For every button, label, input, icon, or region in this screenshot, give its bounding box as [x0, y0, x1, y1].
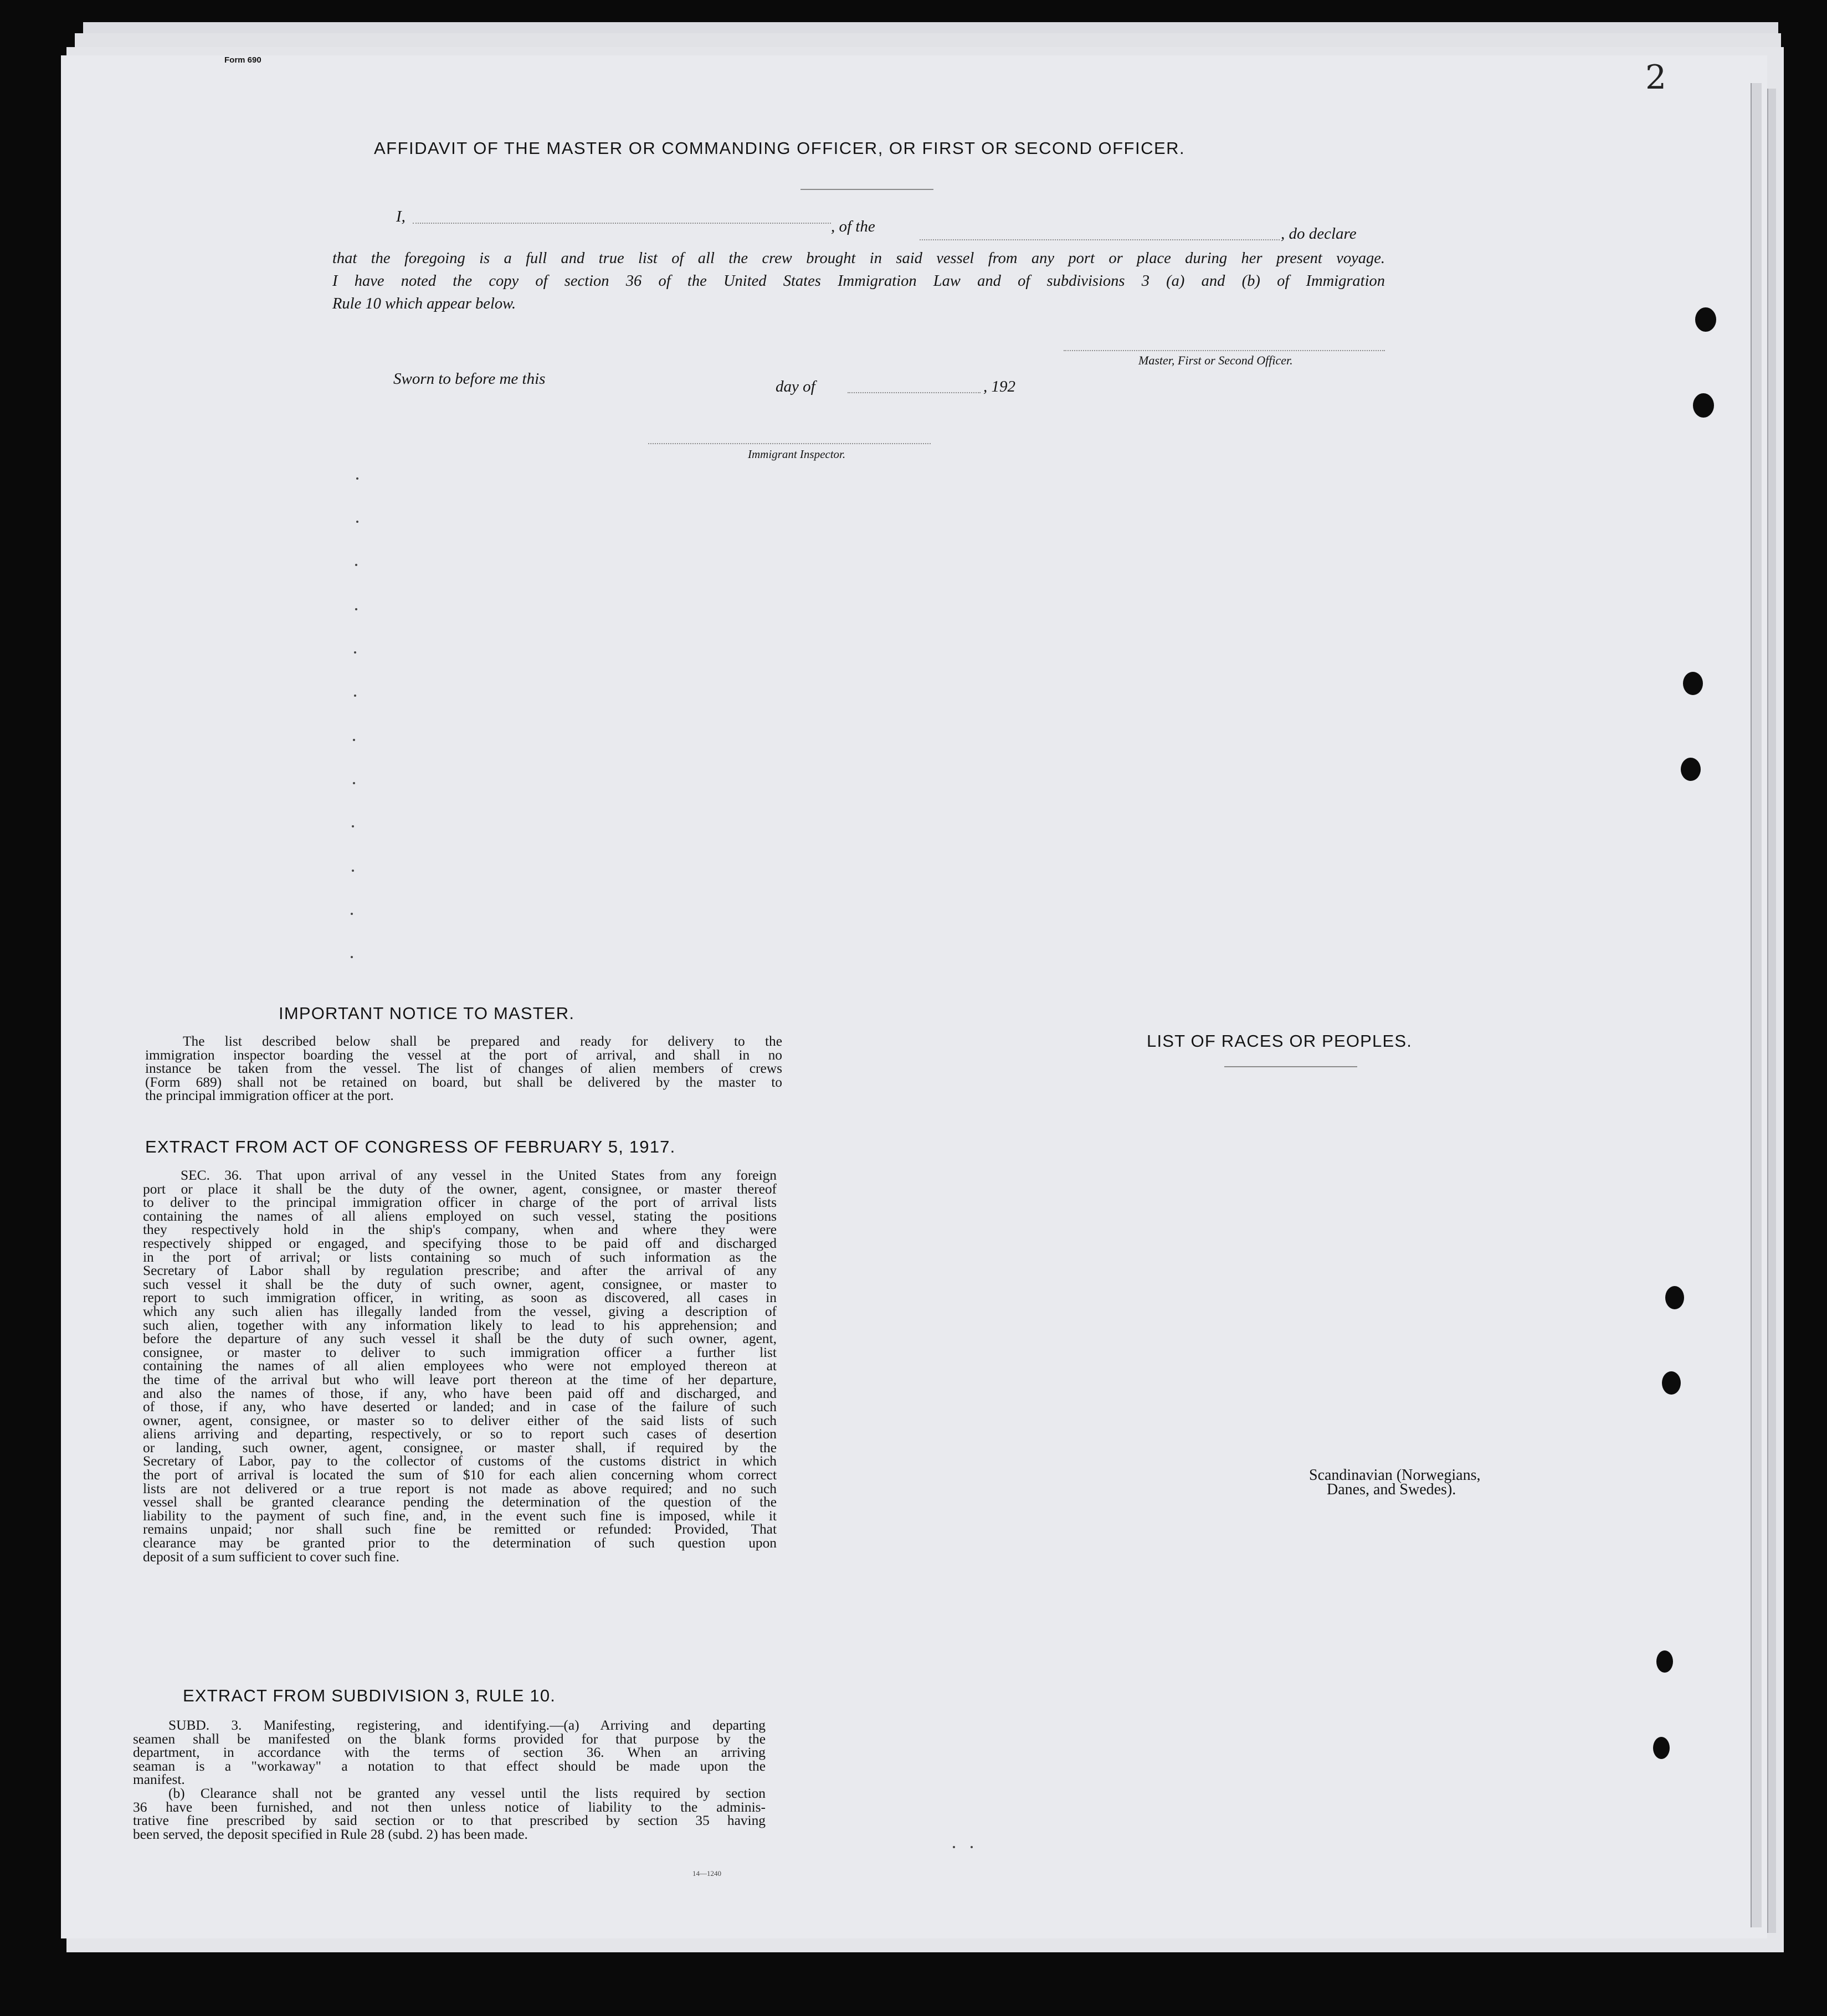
paragraph-line: clearance may be granted prior to the determination of such question upon: [143, 1535, 777, 1551]
paragraph-line: containing the names of all alien employees who were not employed thereon at: [143, 1358, 777, 1374]
of-the-label: , of the: [831, 218, 875, 235]
paragraph-line: SEC. 36. That upon arrival of any vessel in the United States from any foreign: [181, 1168, 777, 1183]
paragraph-line: in the port of arrival; or lists containing so much of such information as the: [143, 1249, 777, 1265]
date-blank: [848, 392, 981, 393]
paragraph-line: or landing, such owner, agent, consignee, or master shall, if required by the: [143, 1439, 777, 1456]
dot-mark: [356, 477, 358, 480]
punch-hole: [1681, 758, 1701, 781]
paragraph-line: liability to the payment of such fine, and, in the event such fine is imposed, while it: [143, 1508, 777, 1524]
paragraph-line: department, in accordance with the terms of section 36. When an arriving: [133, 1745, 766, 1761]
title-underline: [800, 189, 933, 190]
paragraph-line: deposit of a sum sufficient to cover such fine.: [143, 1549, 399, 1565]
dot-mark: [354, 651, 356, 654]
paragraph-line: SUBD. 3. Manifesting, registering, and identifying.—(a) Arriving and departing: [168, 1717, 766, 1733]
paragraph-line: of those, if any, who have deserted or landed; and in case of the failure of such: [143, 1399, 777, 1415]
paragraph-line: containing the names of all aliens employed on such vessel, stating the positions: [143, 1208, 777, 1224]
affidavit-line: I have noted the copy of section 36 of the United States Immigration Law and of subdivisions 3 (a) and (b) of Immigration: [332, 272, 1385, 290]
punch-hole: [1693, 393, 1714, 418]
punch-hole: [1662, 1371, 1681, 1395]
page-right-edge-2: [1767, 89, 1776, 1933]
notice-title: IMPORTANT NOTICE TO MASTER.: [279, 1004, 575, 1023]
affidavit-title: AFFIDAVIT OF THE MASTER OR COMMANDING OFFICER, OR FIRST OR SECOND OFFICER.: [374, 138, 1186, 158]
signature-blank: [1064, 350, 1385, 351]
form-number: Form 690: [224, 55, 261, 65]
page-right-edge: [1751, 83, 1762, 1927]
paragraph-line: which any such alien has illegally landed from the vessel, giving a description of: [143, 1303, 777, 1319]
paragraph-line: vessel shall be granted clearance pending the determination of the question of the: [143, 1494, 777, 1510]
do-declare-label: , do declare: [1281, 225, 1357, 243]
document-page: [61, 55, 1767, 1938]
paragraph-line: the port of arrival is located the sum of $10 for each alien concerning whom correct: [143, 1467, 777, 1483]
act-extract-title: EXTRACT FROM ACT OF CONGRESS OF FEBRUARY 5, 1917.: [145, 1137, 676, 1156]
affidavit-i-label: I,: [396, 208, 406, 225]
dot-mark: [353, 782, 355, 784]
notice-line: (Form 689) shall not be retained on board, but shall be delivered by the master to: [145, 1074, 782, 1090]
dot-mark: [971, 1846, 973, 1848]
paragraph-line: Secretary of Labor, pay to the collector of customs of the customs district in which: [143, 1453, 777, 1469]
sworn-label: Sworn to before me this: [393, 370, 546, 388]
affidavit-line: Rule 10 which appear below.: [332, 295, 516, 312]
notice-paragraph: [145, 1035, 782, 1103]
paragraph-line: trative fine prescribed by said section or to that prescribed by section 35 having: [133, 1813, 766, 1829]
paragraph-line: respectively shipped or engaged, and specifying those to be paid off and discharged: [143, 1235, 777, 1251]
sheet-number: 2: [1645, 58, 1667, 97]
dot-mark: [351, 956, 353, 958]
dot-mark: [352, 870, 354, 872]
notice-line: instance be taken from the vessel. The list of changes of alien members of crews: [145, 1061, 782, 1077]
day-of-label: day of: [776, 378, 815, 395]
paragraph-line: such vessel it shall be the duty of such owner, agent, consignee, or master to: [143, 1276, 777, 1292]
paragraph-line: report to such immigration officer, in writing, as soon as discovered, all cases in: [143, 1290, 777, 1306]
paragraph-line: manifest.: [133, 1772, 185, 1788]
rule-extract-title: EXTRACT FROM SUBDIVISION 3, RULE 10.: [183, 1686, 556, 1705]
punch-hole: [1653, 1737, 1670, 1759]
paragraph-line: lists are not delivered or a true report is not made as above required; and no such: [143, 1480, 777, 1496]
affidavit-body: [332, 247, 1385, 315]
inspector-caption: Immigrant Inspector.: [748, 448, 846, 461]
paragraph-line: been served, the deposit specified in Rule 28 (subd. 2) has been made.: [133, 1826, 528, 1842]
affidavit-line: that the foregoing is a full and true list of all the crew brought in said vessel from any port or place during her present voyage.: [332, 250, 1385, 267]
dot-mark: [355, 564, 357, 566]
notice-line: immigration inspector boarding the vessel at the port of arrival, and shall in no: [145, 1047, 782, 1063]
punch-hole: [1656, 1650, 1673, 1673]
name-blank: [413, 223, 831, 224]
paragraph-line: and also the names of those, if any, who have been paid off and discharged, and: [143, 1385, 777, 1401]
paragraph-line: remains unpaid; nor shall such fine be remitted or refunded: Provided, That: [143, 1521, 777, 1537]
print-code: 14—1240: [692, 1869, 721, 1878]
notice-line: The list described below shall be prepared and ready for delivery to the: [183, 1033, 782, 1049]
paragraph-line: (b) Clearance shall not be granted any vessel until the lists required by section: [168, 1785, 766, 1801]
year-label: , 192: [983, 378, 1015, 395]
paragraph-line: seaman is a "workaway" a notation to that effect should be made upon the: [133, 1758, 766, 1774]
act-extract-paragraph: [143, 1169, 777, 1564]
punch-hole: [1683, 672, 1703, 695]
paragraph-line: 36 have been furnished, and not then unless notice of liability to the adminis-: [133, 1799, 766, 1815]
dot-mark: [356, 521, 358, 523]
vessel-blank: [920, 239, 1280, 240]
notice-line: the principal immigration officer at the port.: [145, 1088, 394, 1104]
paragraph-line: before the departure of any such vessel it shall be the duty of such owner, agent,: [143, 1331, 777, 1347]
races-title: LIST OF RACES OR PEOPLES.: [1147, 1031, 1413, 1051]
dot-mark: [354, 695, 356, 697]
paragraph-line: owner, agent, consignee, or master so to deliver either of the said lists of such: [143, 1412, 777, 1428]
race-item: Scandinavian (Norwegians, Danes, and Swedes).: [1309, 1466, 1481, 1498]
paragraph-line: port or place it shall be the duty of the owner, agent, consignee, or master thereof: [143, 1181, 777, 1197]
punch-hole: [1695, 307, 1716, 332]
dot-mark: [355, 608, 357, 610]
signature-caption: Master, First or Second Officer.: [1138, 353, 1293, 367]
inspector-blank: [648, 443, 931, 444]
paragraph-line: aliens arriving and departing, respectively, or so to report such cases of desertion: [143, 1426, 777, 1442]
punch-hole: [1665, 1286, 1684, 1309]
paragraph-line: such alien, together with any information likely to lead to his apprehension; and: [143, 1317, 777, 1333]
paragraph-line: seamen shall be manifested on the blank forms provided for that purpose by the: [133, 1731, 766, 1747]
paragraph-line: to deliver to the principal immigration officer in charge of the port of arrival lists: [143, 1195, 777, 1211]
races-title-underline: [1224, 1066, 1357, 1067]
dot-mark: [953, 1846, 955, 1848]
paragraph-line: the time of the arrival but who will leave port thereon at the time of her departure,: [143, 1371, 777, 1387]
paragraph-line: they respectively hold in the ship's company, when and where they were: [143, 1222, 777, 1238]
dot-mark: [352, 825, 354, 827]
paragraph-line: Secretary of Labor shall by regulation prescribe; and after the arrival of any: [143, 1263, 777, 1279]
dot-mark: [351, 913, 353, 915]
rule-extract-paragraph: [133, 1719, 766, 1841]
paragraph-line: consignee, or master to deliver to such immigration officer a further list: [143, 1344, 777, 1360]
dot-mark: [353, 739, 355, 741]
